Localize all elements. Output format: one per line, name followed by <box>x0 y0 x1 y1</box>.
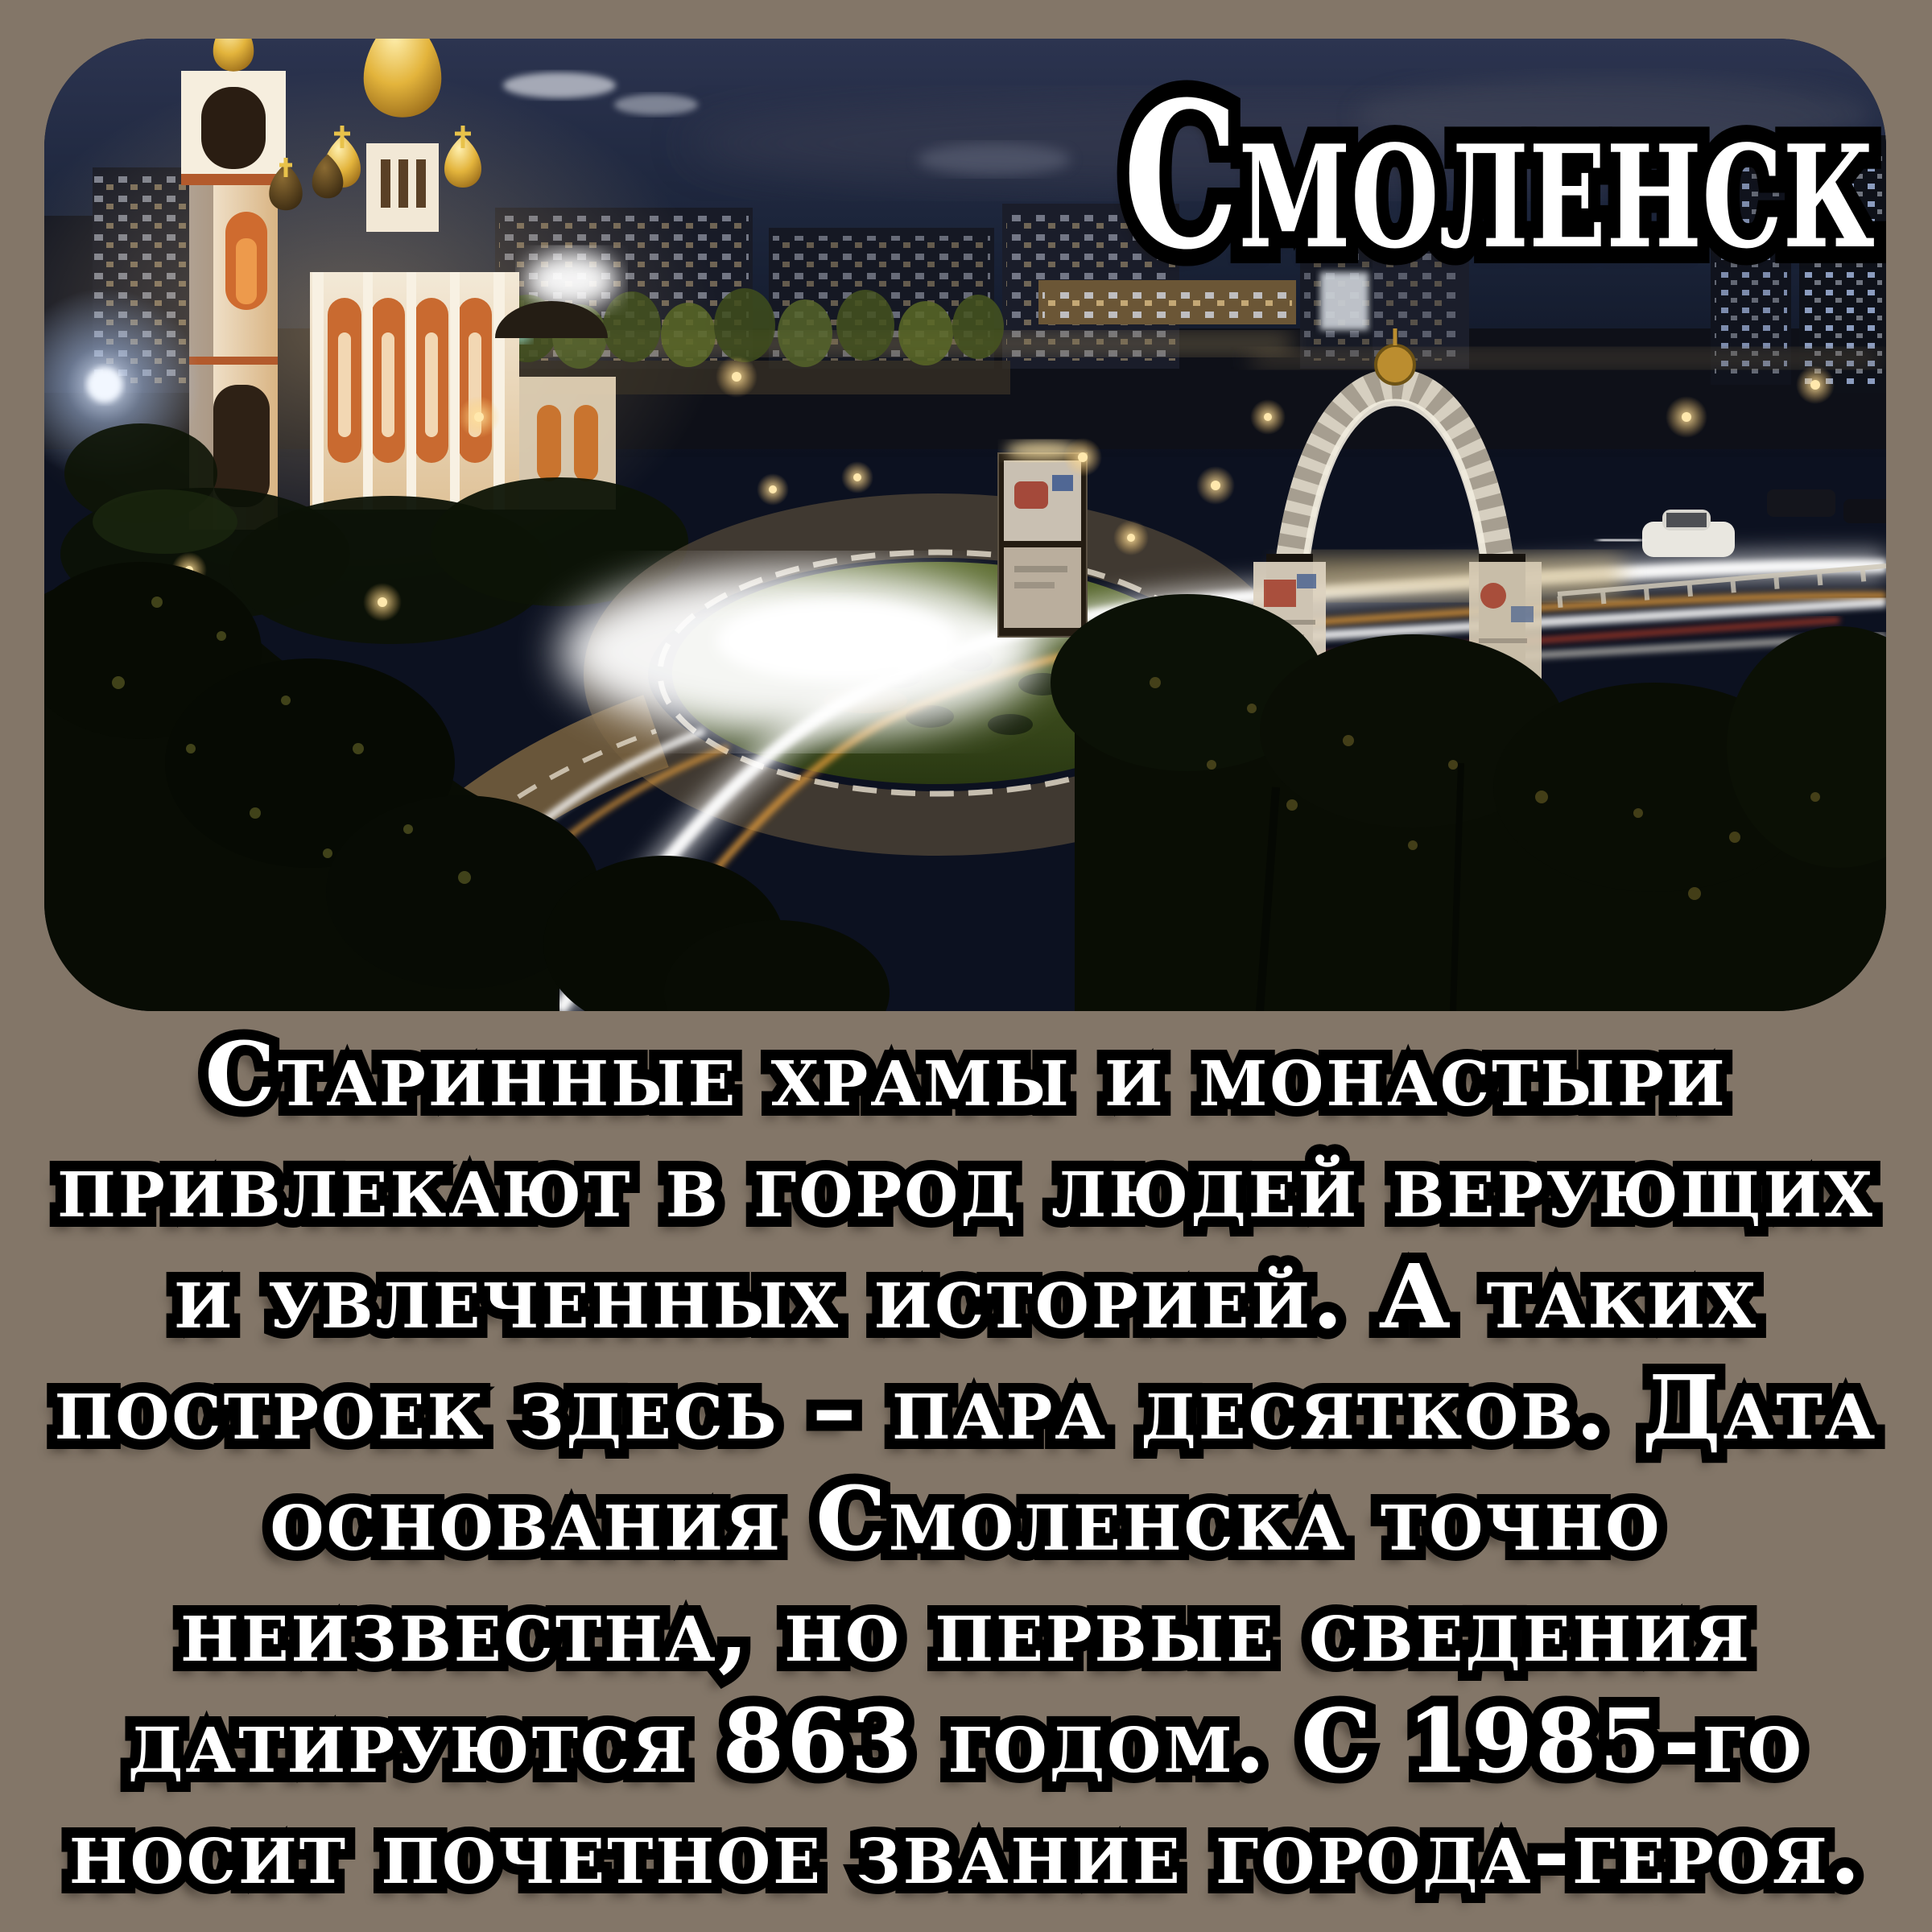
city-title: Смоленск Смоленск <box>1123 71 1875 280</box>
description-line: носит почетное звание города-героя. носит почетное звание города-героя. <box>0 1797 1932 1908</box>
description-line: основания Смоленска точно основания Смоленска точно <box>0 1463 1932 1575</box>
description-line: привлекают в город людей верующих привлекают в город людей верующих <box>0 1130 1932 1241</box>
description-line: датируются 863 годом. С 1985-го датируются 863 годом. С 1985-го <box>0 1686 1932 1797</box>
description-line: неизвестна, но первые сведения неизвестна, но первые сведения <box>0 1575 1932 1686</box>
city-photo <box>44 39 1886 1011</box>
description <box>0 1019 1932 1908</box>
description-line: и увлеченных историей. А таких и увлеченных историей. А таких <box>0 1241 1932 1352</box>
description-line: Старинные храмы и монастыри Старинные храмы и монастыри <box>0 1019 1932 1130</box>
description-line: построек здесь – пара десятков. Дата построек здесь – пара десятков. Дата <box>0 1352 1932 1463</box>
